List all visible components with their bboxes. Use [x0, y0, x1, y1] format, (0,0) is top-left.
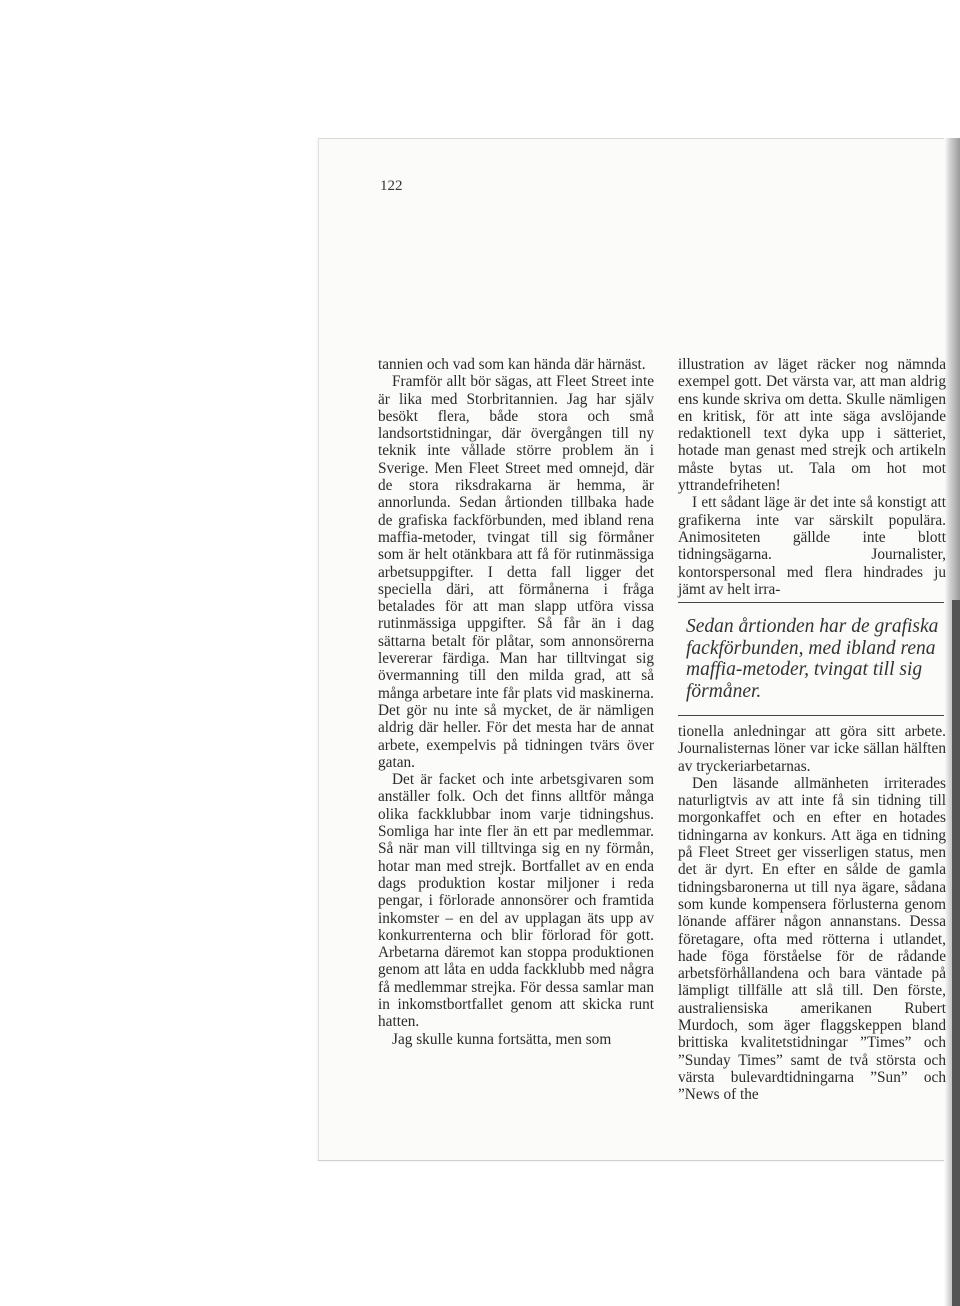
pull-quote: [678, 602, 944, 716]
right-bottom-paragraph-2: Den läsande allmänheten irriterades naturligtvis av att inte få sin tidning till morgonkaffet och en efter en hotades tidningarna av konkurs. Att äga en tidning på Fleet Street ger visserligen status, men det är dyrt. En efter en sålde de gamla tidningsbaronerna ut till nya ägare, sådana som kunde kompensera förlusterna genom lönande affärer någon annanstans. Dessa företagare, ofta med rötterna i utlandet, hade föga förståelse för de rådande arbetsförhållandena och bara väntade på lämpligt tillfälle att slå till. Den förste, australiensiska amerikanen Rubert Murdoch, som äger flaggskeppen bland brittiska kvalitetstidningar ”Times” och ”Sunday Times” samt de två största och värsta bulevardtidningarna ”Sun” och ”News of the: [678, 774, 946, 1104]
pull-quote-text: Sedan årtionden har de grafiska fackförbunden, med ibland rena maffia-metoder, tvingat till sig förmåner.: [686, 616, 939, 702]
left-column: [378, 356, 654, 1048]
left-paragraph-3: Det är facket och inte arbetsgivaren som anställer folk. Och det finns alltför många olika fackklubbar inom varje tidningshus. Somliga har inte fler än ett par medlemmar. Så när man vill tilltvinga sig en ny förmån, hotar man med strejk. Bortfallet av en enda dags produktion kostar miljoner i reda pengar, i förlorade annonsörer och framtida inkomster – en del av upplagan äts upp av konkurrenterna och blir förlorad för gott. Arbetarna däremot kan stoppa produktionen genom att låta en udda fackklubb med några få medlemmar strejka. För dessa samlar man in inkomstbortfallet genom att skicka runt hatten.: [378, 771, 654, 1031]
right-column-bottom: [678, 723, 946, 1104]
pull-quote-top-rule: [678, 602, 944, 603]
page-bottom-edge: [318, 1160, 960, 1161]
page-edge-strip: [952, 600, 960, 1306]
right-bottom-paragraph-1: tionella anledningar att göra sitt arbete. Journalisternas löner var icke sällan hälften av tryckeriarbetarnas.: [678, 723, 946, 775]
right-top-paragraph-2: I ett sådant läge är det inte så konstigt att grafikerna inte var särskilt populära. Animositeten gällde inte blott tidningsägarna. Journalister, kontorspersonal med flera hindrades ju jämt av helt irra-: [678, 494, 946, 598]
left-paragraph-1: tannien och vad som kan hända där härnäst.: [378, 356, 646, 373]
page-number: 122: [380, 178, 403, 194]
left-paragraph-4: Jag skulle kunna fortsätta, men som: [392, 1030, 612, 1048]
pull-quote-bottom-rule: [678, 715, 944, 716]
right-column-top: [678, 356, 946, 598]
right-top-paragraph-1: illustration av läget räcker nog nämnda exempel gott. Det värsta var, att man aldrig ens kunde skriva om detta. Skulle nämligen en kritisk, för att inte säga avslöjande redaktionell text dyka upp i sätteriet, hotade man genast med strejk och artikeln måste bytas ut. Tala om hot mot yttrandefriheten!: [678, 356, 946, 495]
left-paragraph-2: Framför allt bör sägas, att Fleet Street inte är lika med Storbritannien. Jag har själv besökt flera, både stora och små landsortstidningar, där övergången till ny teknik inte vållade större problem än i Sverige. Men Fleet Street med omnejd, där de stora riksdrakarna är hemma, är annorlunda. Sedan årtionden tillbaka hade de grafiska fackförbunden, med ibland rena maffia-metoder, tvingat till sig förmåner som är helt otänkbara att få för rutinmässiga arbetsuppgifter. I detta fall ligger det speciella däri, att förmånerna i fråga betalades för att man slapp utföra vissa rutinmässiga uppgifter. Så får än i dag sättarna betalt för plåtar, som annonsörerna levererar färdiga. Man har tilltvingat sig övermanning till den milda grad, att så många arbetare inte får plats vid maskinerna. Det gör nu inte så mycket, de är nämligen aldrig där heller. För det mesta har de annat arbete, exempelvis på tidningen tvärs över gatan.: [378, 373, 654, 771]
